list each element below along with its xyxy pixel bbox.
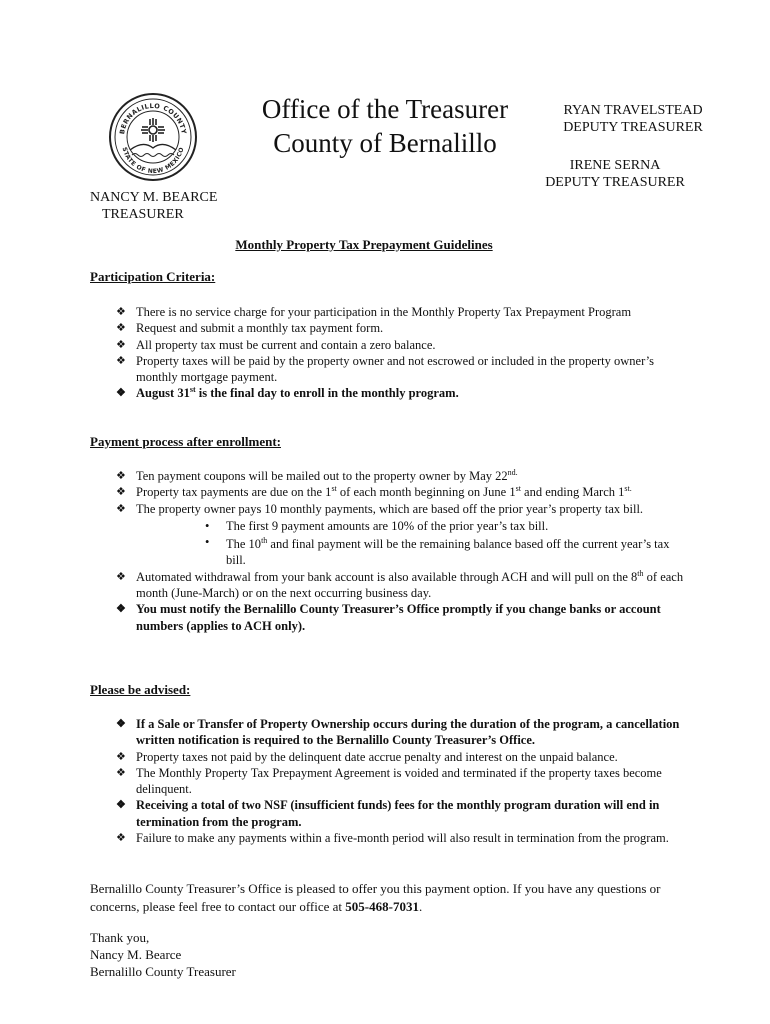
sub-list <box>90 517 690 569</box>
deputy-treasurer-1 <box>548 102 718 136</box>
list-item: ❖ Request and submit a monthly tax payment form. <box>90 320 690 336</box>
participation-list <box>90 304 690 402</box>
list-item: ❖ Automated withdrawal from your bank account is also available through ACH and will pull on the 8th of each month (June-March) or on the next occurring business day. <box>90 569 690 602</box>
list-item: ❖ Failure to make any payments within a five-month period will also result in termination from the program. <box>90 830 690 846</box>
list-item: ❖ Property taxes not paid by the delinquent date accrue penalty and interest on the unpaid balance. <box>90 749 690 765</box>
list-item: ❖ Property tax payments are due on the 1st of each month beginning on June 1st and ending March $1^{st.}$ <box>90 484 690 500</box>
closing-paragraph: Bernalillo County Treasurer’s Office is pleased to offer you this payment option. If you have any questions or concerns, please feel free to contact our office at 505-468-7031. <box>90 881 661 914</box>
office-title-line1: Office of the Treasurer <box>261 94 509 124</box>
deputy-title: DEPUTY TREASURER <box>545 175 685 190</box>
advised-list <box>90 716 690 846</box>
list-item: ❖ The property owner pays 10 monthly payments, which are based off the prior year’s property tax bill. <box>90 501 690 517</box>
list-item: ❖ There is no service charge for your participation in the Monthly Property Tax Prepayment Program <box>90 304 690 320</box>
svg-text:BERNALILLO COUNTY: BERNALILLO COUNTY <box>118 101 188 135</box>
county-seal <box>108 92 198 182</box>
list-item: ❖ Property taxes will be paid by the property owner and not escrowed or included in the property owner’s monthly mortgage payment. <box>90 353 690 386</box>
svg-text:STATE OF NEW MEXICO: STATE OF NEW MEXICO <box>120 146 186 176</box>
list-item: ❖ Receiving a total of two NSF (insufficient funds) fees for the monthly program duration will end in termination from the program. <box>90 797 690 830</box>
signoff-title: Bernalillo County Treasurer <box>90 964 236 979</box>
signoff-line: Thank you, <box>90 930 150 945</box>
phone-number: 505-468-7031 <box>345 899 419 914</box>
list-item-notify: ❖ You must notify the Bernalillo County Treasurer’s Office promptly if you change banks or account numbers (applies to ACH only). <box>90 601 690 634</box>
signoff-name: Nancy M. Bearce <box>90 947 182 962</box>
deputy-name: IRENE SERNA <box>569 158 661 173</box>
participation-heading: Participation Criteria: <box>90 269 216 284</box>
payment-list <box>90 468 690 634</box>
list-item-deadline: ❖ August 31st is the final day to enroll in the monthly program. <box>90 385 690 401</box>
signoff <box>90 929 236 980</box>
payment-heading: Payment process after enrollment: <box>90 434 281 449</box>
document-title: Monthly Property Tax Prepayment Guidelines <box>235 237 493 252</box>
advised-heading: Please be advised: <box>90 682 191 697</box>
list-item: ❖ If a Sale or Transfer of Property Ownership occurs during the duration of the program, a cancellation written notification is required to the Bernalillo County Treasurer’s Office. <box>90 716 690 749</box>
deputy-title: DEPUTY TREASURER <box>563 120 703 135</box>
office-title <box>240 92 530 160</box>
list-item: ❖ The Monthly Property Tax Prepayment Agreement is voided and terminated if the property taxes become delinquent. <box>90 765 690 798</box>
treasurer-block <box>90 189 217 223</box>
list-item: ❖ All property tax must be current and contain a zero balance. <box>90 337 690 353</box>
treasurer-title: TREASURER <box>102 207 184 222</box>
deputy-name: RYAN TRAVELSTEAD <box>563 103 703 118</box>
deputy-treasurer-2 <box>530 157 700 191</box>
sub-list-item: • The 10th and final payment will be the remaining balance based off the current year’s tax bill. <box>226 534 690 569</box>
treasurer-name: NANCY M. BEARCE <box>90 190 218 205</box>
sub-list-item: • The first 9 payment amounts are 10% of the prior year’s tax bill. <box>226 518 690 534</box>
office-title-line2: County of Bernalillo <box>273 128 497 158</box>
list-item: ❖ Ten payment coupons will be mailed out to the property owner by May $22^{nd.}$ <box>90 468 690 484</box>
